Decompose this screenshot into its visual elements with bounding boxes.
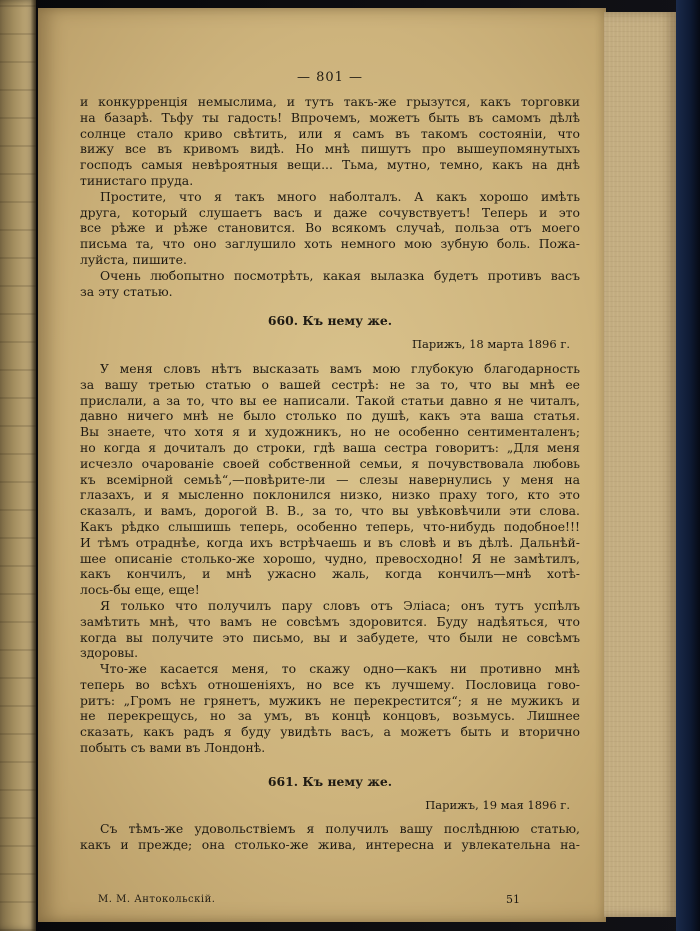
text-line: господъ самыя невѣроятныя вещи... Тьма, мутно, темно, какъ на днѣ: [80, 157, 580, 173]
text-line: не перекрещусь, но за умъ, въ концѣ концовъ, возьмусь. Лишнее: [80, 708, 580, 724]
footer-sheet-number: 51: [506, 893, 520, 906]
left-page-text-shadow: [0, 0, 36, 931]
text-line: за вашу третью статью о вашей сестрѣ: не за то, что вы мнѣ ее: [80, 376, 580, 392]
letter-660-date: Парижъ, 18 марта 1896 г.: [411, 337, 570, 352]
page-footer: [80, 892, 580, 908]
letter-661-paragraph-1: [80, 821, 580, 853]
text-line: все рѣже и рѣже становится. Во всякомъ случаѣ, польза отъ моего: [80, 220, 580, 236]
text-line: Вы знаете, что хотя я и художникъ, но не особенно сентименталенъ;: [80, 424, 580, 440]
text-line: И тѣмъ отраднѣе, когда ихъ встрѣчаешь и въ словѣ и въ дѣлѣ. Дальнѣй-: [80, 534, 580, 550]
text-line: побыть съ вами въ Лондонѣ.: [80, 740, 266, 756]
text-line: вижу все въ кривомъ видѣ. Но мнѣ пишутъ про вышеупомянутыхъ: [80, 141, 580, 157]
text-line: лось-бы еще, еще!: [80, 582, 200, 598]
paragraph-intro: [80, 94, 580, 189]
text-line: теперь во всѣхъ отношеніяхъ, но все къ лучшему. Пословица гово-: [80, 676, 580, 692]
paragraph-apology: [80, 189, 580, 268]
text-line: но когда я дочиталъ до строки, гдѣ ваша сестра говоритъ: „Для меня: [80, 439, 580, 455]
text-line: глазахъ, и я мысленно поклонился низко, низко праху того, кто это: [80, 487, 580, 503]
book-cover-edge: [676, 0, 700, 931]
text-line: какъ кончилъ, и мнѣ ужасно жаль, когда кончилъ—мнѣ хотѣ-: [80, 566, 580, 582]
text-line: къ всемірной семьѣ“,—повѣрите-ли — слезы навернулись у меня на: [80, 471, 580, 487]
text-line: Что-же касается меня, то скажу одно—какъ ни противно мнѣ: [100, 661, 580, 677]
text-line: сказать, какъ радъ я буду увидѣть васъ, а можетъ быть и вторично: [80, 724, 580, 740]
letter-660-paragraph-1: [80, 361, 580, 598]
text-line: ритъ: „Громъ не грянетъ, мужикъ не перекрестится“; я не мужикъ и: [80, 692, 580, 708]
text-line: и конкурренція немыслима, и тутъ такъ-же грызутся, какъ торговки: [80, 94, 580, 109]
text-line: исчезло очарованіе своей собственной семьи, я почувствовала любовь: [80, 455, 580, 471]
text-line: здоровы.: [80, 645, 139, 661]
page-number: — 801 —: [296, 70, 364, 85]
paragraph-curious: [80, 268, 580, 300]
text-line: Я только что получилъ пару словъ отъ Эліаса; онъ тутъ успѣлъ: [100, 597, 580, 613]
book-page: [38, 8, 606, 922]
left-page-edge: [0, 0, 36, 931]
page-body: [80, 94, 580, 853]
page-block-edges: [604, 12, 676, 917]
letter-661-date: Парижъ, 19 мая 1896 г.: [425, 797, 570, 812]
letter-661-heading: 661. Къ нему же.: [267, 773, 393, 789]
text-line: солнце стало криво свѣтить, или я самъ въ такомъ состояніи, что: [80, 125, 580, 141]
text-line: Простите, что я такъ много наболталъ. А какъ хорошо имѣть: [100, 188, 580, 204]
letter-660-paragraph-2: [80, 598, 580, 661]
text-line: письма та, что оно заглушило хоть немного мою зубную боль. Пожа-: [80, 236, 580, 252]
text-line: какъ и прежде; она столько-же жива, интересна и увлекательна на-: [80, 837, 580, 853]
text-line: луйста, пишите.: [80, 251, 187, 267]
text-line: давно ничего мнѣ не было столько по душѣ, какъ эта ваша статья.: [80, 408, 580, 424]
text-line: когда вы получите это письмо, вы и забудете, что были не совсѣмъ: [80, 629, 580, 645]
letter-660-paragraph-3: [80, 661, 580, 756]
text-line: прислали, а за то, что вы ее написали. Такой статьи давно я не читалъ,: [80, 392, 580, 408]
footer-signature: М. М. Антокольскій.: [98, 894, 216, 905]
text-line: У меня словъ нѣтъ высказать вамъ мою глубокую благодарность: [100, 360, 580, 376]
text-line: Съ тѣмъ-же удовольствіемъ я получилъ вашу послѣднюю статью,: [100, 821, 580, 837]
text-line: на базарѣ. Тьфу ты гадость! Впрочемъ, можетъ быть въ самомъ дѣлѣ: [80, 109, 580, 125]
letter-660-heading: 660. Къ нему же.: [267, 313, 393, 329]
text-line: Какъ рѣдко слышишь теперь, особенно теперь, что-нибудь подобное!!!: [80, 518, 580, 534]
text-line: Очень любопытно посмотрѣть, какая вылазка будетъ противъ васъ: [100, 267, 580, 283]
page-text-area: [80, 8, 580, 922]
text-line: замѣтить мнѣ, что вамъ не совсѣмъ здоровится. Буду надѣяться, что: [80, 613, 580, 629]
text-line: шее описаніе столько-же хорошо, чудно, превосходно! Я не замѣтилъ,: [80, 550, 580, 566]
text-line: тинистаго пруда.: [80, 172, 194, 188]
text-line: друга, который слушаетъ васъ и даже сочувствуетъ! Теперь и это: [80, 204, 580, 220]
text-line: за эту статью.: [80, 283, 173, 299]
text-line: сказалъ, и вамъ, дорогой В. В., за то, что вы увѣковѣчили эти слова.: [80, 503, 580, 519]
